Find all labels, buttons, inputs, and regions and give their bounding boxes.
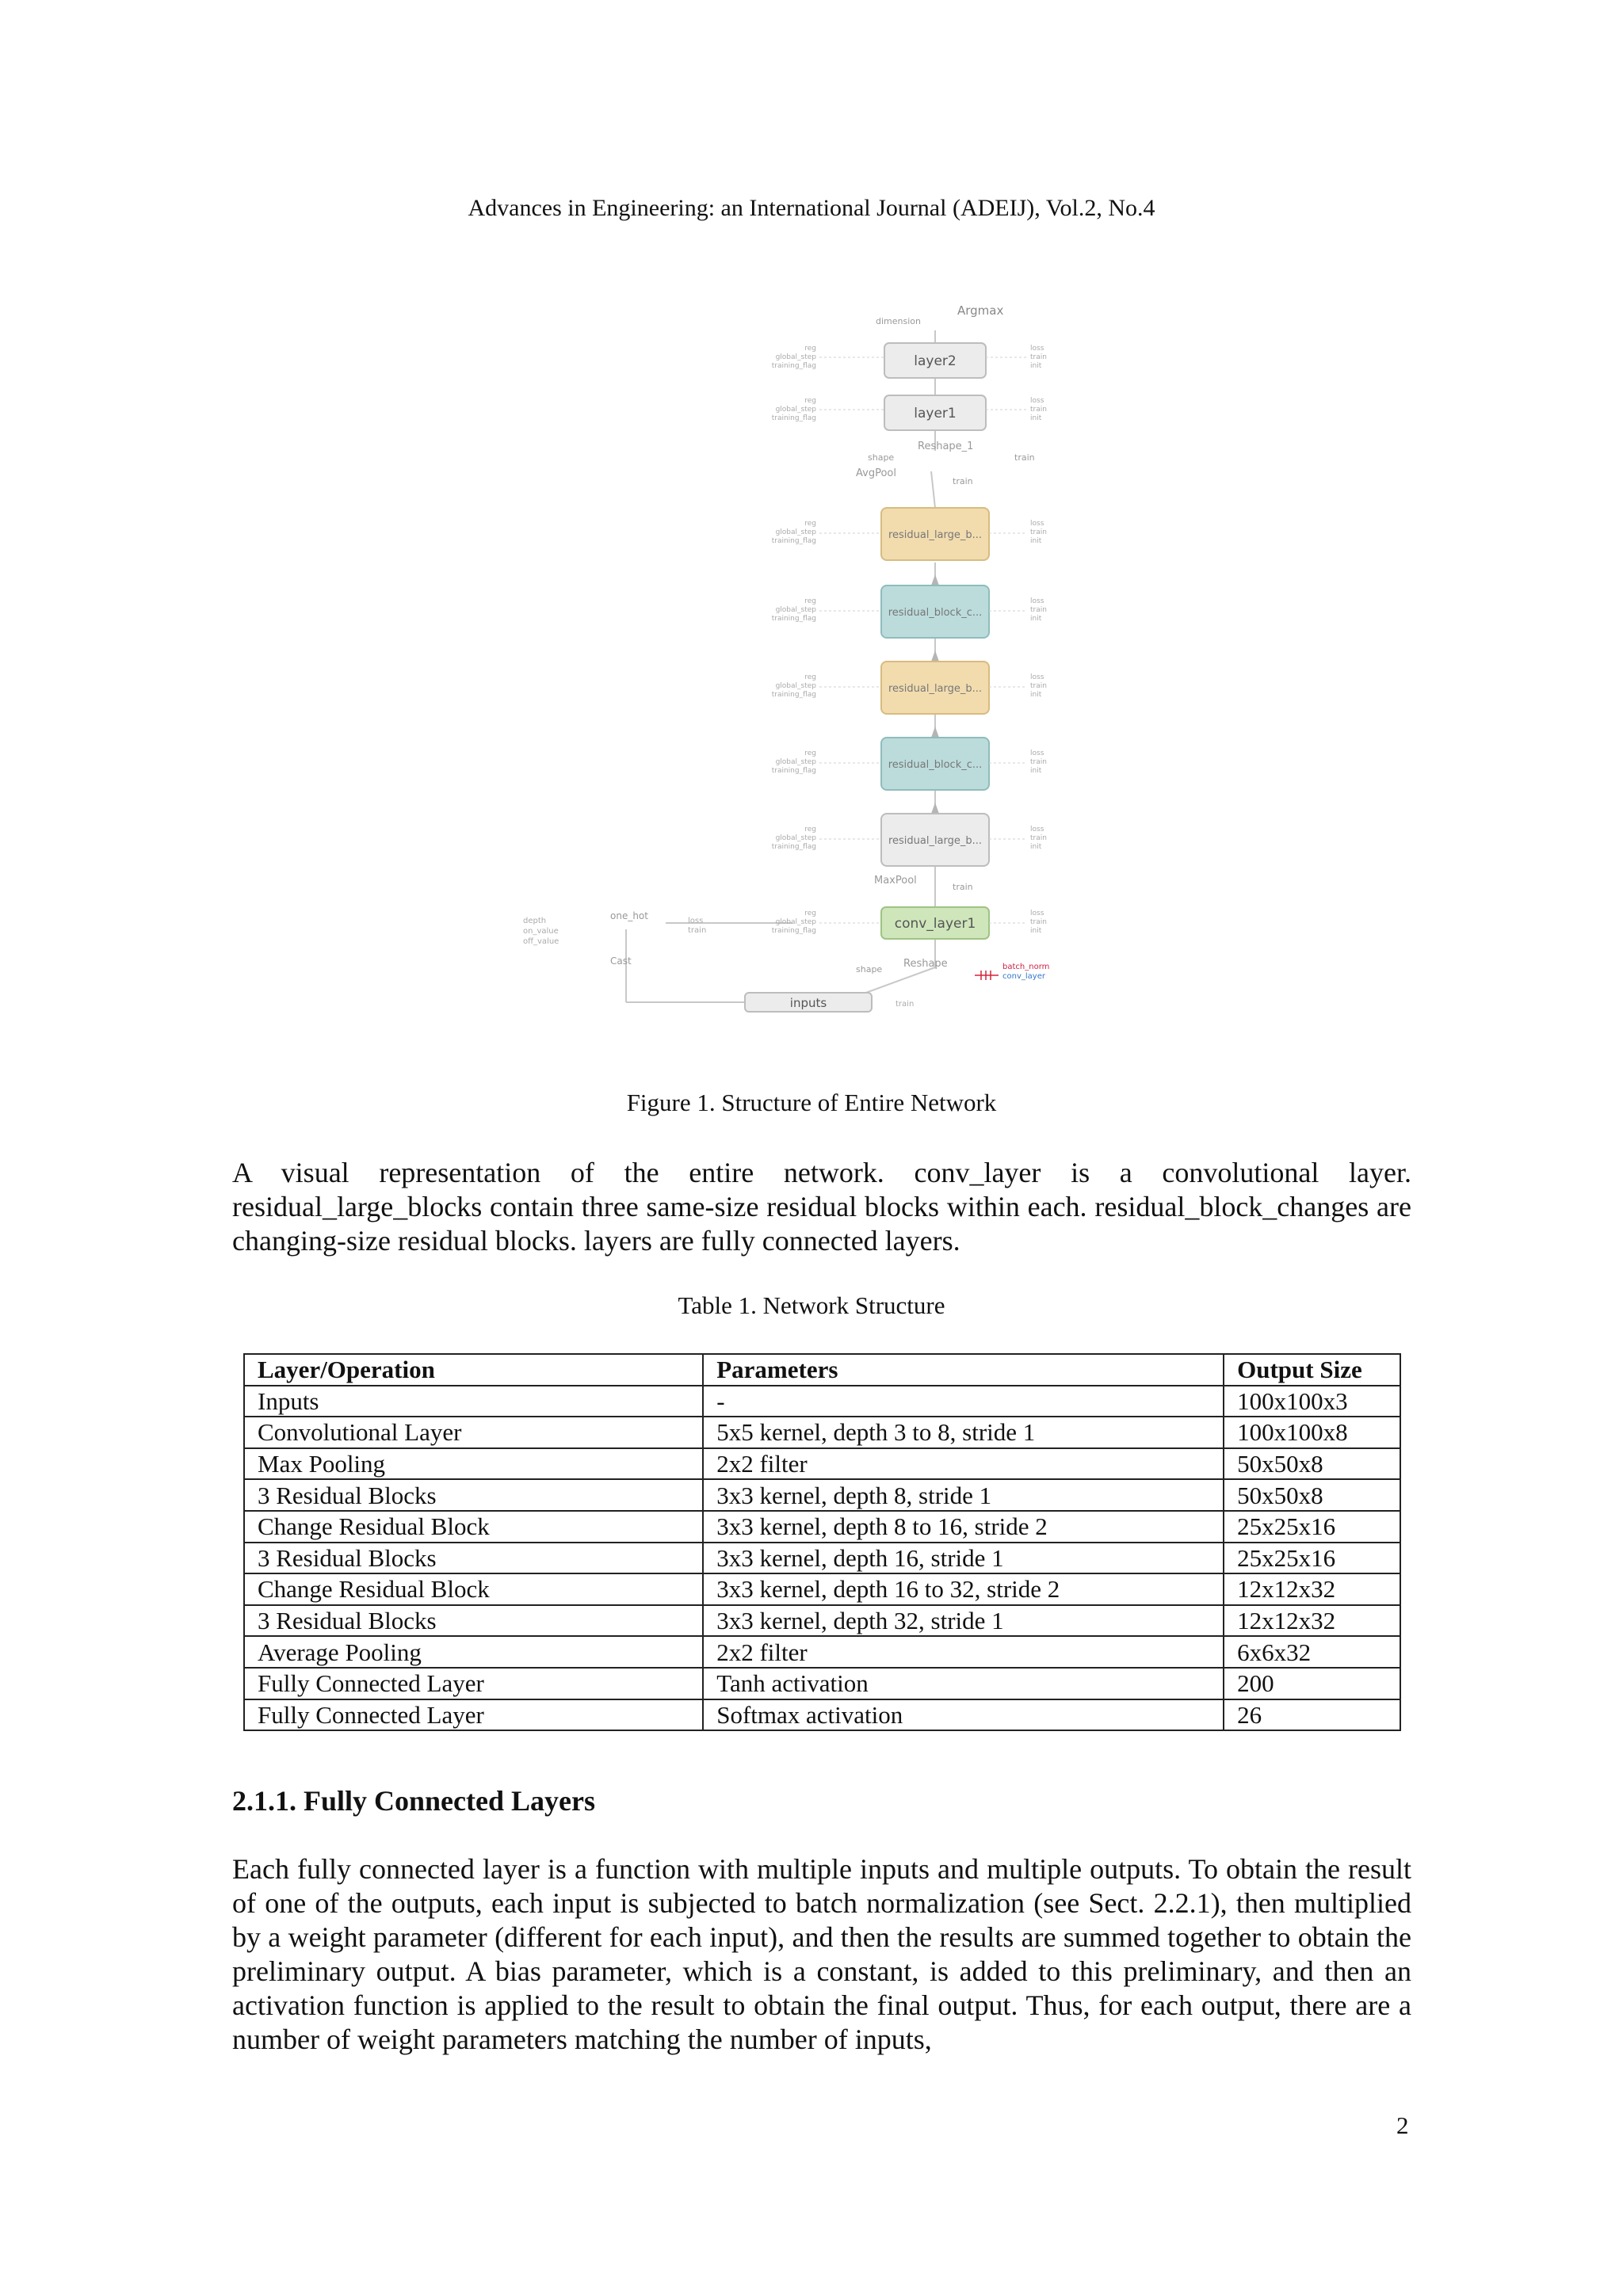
off-value-label: off_value [523, 937, 559, 946]
svg-text:global_step: global_step [775, 682, 816, 690]
table-cell: Fully Connected Layer [244, 1668, 703, 1699]
svg-text:train: train [1030, 918, 1047, 926]
table-cell: Max Pooling [244, 1448, 703, 1480]
reshape2-label: Reshape [903, 958, 948, 970]
table-header-row [244, 1354, 1400, 1386]
argmax-label: Argmax [957, 303, 1004, 318]
train-label-maxpool: train [953, 882, 973, 892]
svg-text:init: init [1030, 362, 1042, 370]
residual-large-block-3-text: residual_large_b... [888, 835, 983, 847]
train-label-avgpool: train [953, 476, 973, 486]
table-cell: 6x6x32 [1224, 1636, 1400, 1668]
one-hot-train: train [688, 926, 707, 935]
svg-text:loss: loss [1030, 397, 1044, 405]
svg-text:training_flag: training_flag [771, 843, 816, 851]
svg-text:init: init [1030, 615, 1042, 623]
table-cell: 3x3 kernel, depth 16, stride 1 [703, 1543, 1224, 1574]
figure-caption: Figure 1. Structure of Entire Network [626, 1089, 997, 1116]
table-cell: 50x50x8 [1224, 1479, 1400, 1511]
table-cell: 3 Residual Blocks [244, 1479, 703, 1511]
table-cell: 2x2 filter [703, 1448, 1224, 1480]
svg-text:reg: reg [804, 345, 816, 353]
cast-label: Cast [610, 955, 632, 967]
conv-layer-label: conv_layer [1002, 972, 1045, 981]
body-paragraph: Each fully connected layer is a function with multiple inputs and multiple outputs. To obtain the result of one of the outputs, each input is subjected to batch normalization (see Sect. 2.2.1), then multiplied by a weight parameter (different for each input), and then the results are summed together to obtain the preliminary output. A bias parameter, which is a constant, is added to this preliminary, and then an activation function is applied to the result to obtain the final output. Thus, for each output, there are a number of weight parameters matching the number of inputs, [232, 1853, 1411, 2055]
svg-text:training_flag: training_flag [771, 691, 816, 699]
conv-layer1-text: conv_layer1 [894, 916, 976, 932]
svg-text:train: train [1030, 606, 1047, 614]
svg-text:init: init [1030, 414, 1042, 422]
table-cell: 26 [1224, 1699, 1400, 1731]
svg-text:train: train [1030, 528, 1047, 536]
svg-text:global_step: global_step [775, 918, 816, 926]
table-cell: Convolutional Layer [244, 1417, 703, 1448]
table-cell: 5x5 kernel, depth 3 to 8, stride 1 [703, 1417, 1224, 1448]
svg-text:loss: loss [1030, 520, 1044, 528]
svg-text:training_flag: training_flag [771, 537, 816, 545]
svg-text:training_flag: training_flag [771, 615, 816, 623]
svg-text:reg: reg [804, 826, 816, 833]
one-hot-loss: loss [688, 917, 704, 925]
table-row [244, 1448, 1400, 1480]
column-header: Output Size [1224, 1354, 1400, 1386]
table-cell: 25x25x16 [1224, 1511, 1400, 1543]
svg-text:train: train [1030, 682, 1047, 690]
table-row [244, 1417, 1400, 1448]
layer1-text: layer1 [914, 406, 957, 421]
svg-text:reg: reg [804, 597, 816, 605]
svg-text:loss: loss [1030, 826, 1044, 833]
table-cell: 12x12x32 [1224, 1605, 1400, 1637]
dimension-label: dimension [876, 316, 921, 326]
table-row [244, 1511, 1400, 1543]
table-row [244, 1543, 1400, 1574]
svg-text:init: init [1030, 843, 1042, 851]
svg-text:reg: reg [804, 520, 816, 528]
table-cell: Change Residual Block [244, 1511, 703, 1543]
svg-text:loss: loss [1030, 910, 1044, 917]
layer2-text: layer2 [914, 353, 957, 369]
table-cell: 3x3 kernel, depth 8 to 16, stride 2 [703, 1511, 1224, 1543]
svg-text:training_flag: training_flag [771, 362, 816, 370]
svg-text:train: train [1030, 353, 1047, 361]
table-row [244, 1699, 1400, 1731]
svg-text:reg: reg [804, 397, 816, 405]
train-label-reshape: train [1014, 452, 1035, 463]
table-cell: 3x3 kernel, depth 8, stride 1 [703, 1479, 1224, 1511]
table-cell: 50x50x8 [1224, 1448, 1400, 1480]
batch-norm-marker [975, 971, 999, 980]
table-cell: 12x12x32 [1224, 1573, 1400, 1605]
svg-text:training_flag: training_flag [771, 927, 816, 935]
svg-text:loss: loss [1030, 597, 1044, 605]
table-row [244, 1573, 1400, 1605]
svg-text:train: train [1030, 834, 1047, 842]
inputs-train-label: train [896, 1000, 915, 1009]
table-row [244, 1668, 1400, 1699]
column-header: Parameters [703, 1354, 1224, 1386]
maxpool-label: MaxPool [874, 875, 917, 887]
residual-block-change-1-text: residual_block_c... [888, 607, 983, 619]
table-row [244, 1636, 1400, 1668]
table-row [244, 1386, 1400, 1417]
svg-text:reg: reg [804, 910, 816, 917]
depth-label: depth [523, 917, 547, 925]
svg-text:loss: loss [1030, 673, 1044, 681]
svg-text:global_step: global_step [775, 758, 816, 766]
table-cell: 100x100x8 [1224, 1417, 1400, 1448]
network-graph-figure [507, 297, 1109, 1026]
table-cell: 3x3 kernel, depth 16 to 32, stride 2 [703, 1573, 1224, 1605]
table-cell: 200 [1224, 1668, 1400, 1699]
on-value-label: on_value [523, 927, 559, 936]
one-hot-label: one_hot [610, 910, 648, 921]
table-cell: 3 Residual Blocks [244, 1543, 703, 1574]
svg-text:reg: reg [804, 673, 816, 681]
avgpool-label: AvgPool [856, 467, 896, 479]
svg-text:init: init [1030, 537, 1042, 545]
table-row [244, 1605, 1400, 1637]
table-cell: Inputs [244, 1386, 703, 1417]
table-cell: 2x2 filter [703, 1636, 1224, 1668]
reshape-label: Reshape_1 [918, 441, 974, 452]
svg-text:loss: loss [1030, 345, 1044, 353]
page-number: 2 [1396, 2111, 1409, 2139]
svg-text:training_flag: training_flag [771, 767, 816, 775]
table-cell: Tanh activation [703, 1668, 1224, 1699]
shape2-label: shape [856, 964, 883, 974]
svg-text:global_step: global_step [775, 606, 816, 614]
svg-text:reg: reg [804, 749, 816, 757]
running-header: Advances in Engineering: an International Journal (ADEIJ), Vol.2, No.4 [468, 195, 1155, 221]
table-cell: - [703, 1386, 1224, 1417]
table-cell: 100x100x3 [1224, 1386, 1400, 1417]
table-cell: Fully Connected Layer [244, 1699, 703, 1731]
table-row [244, 1479, 1400, 1511]
svg-text:init: init [1030, 767, 1042, 775]
figure-description-paragraph: A visual representation of the entire network. conv_layer is a convolutional layer. residual_large_blocks contain three same-size residual blocks within each. residual_block_changes are changing-size residual blocks. layers are fully connected layers. [232, 1157, 1411, 1257]
svg-text:global_step: global_step [775, 528, 816, 536]
residual-large-block-2-text: residual_large_b... [888, 683, 983, 695]
shape-label: shape [868, 452, 895, 463]
svg-text:train: train [1030, 758, 1047, 766]
svg-text:init: init [1030, 691, 1042, 699]
table-cell: 25x25x16 [1224, 1543, 1400, 1574]
svg-text:loss: loss [1030, 749, 1044, 757]
residual-large-block-1-text: residual_large_b... [888, 529, 983, 541]
svg-text:global_step: global_step [775, 406, 816, 414]
svg-text:global_step: global_step [775, 353, 816, 361]
svg-text:global_step: global_step [775, 834, 816, 842]
inputs-text: inputs [789, 996, 827, 1010]
column-header: Layer/Operation [244, 1354, 703, 1386]
residual-block-change-2-text: residual_block_c... [888, 759, 983, 771]
network-structure-table [243, 1353, 1401, 1731]
network-graph [507, 297, 1109, 1026]
table-cell: Average Pooling [244, 1636, 703, 1668]
table-cell: 3x3 kernel, depth 32, stride 1 [703, 1605, 1224, 1637]
table-cell: 3 Residual Blocks [244, 1605, 703, 1637]
table-cell: Softmax activation [703, 1699, 1224, 1731]
table-cell: Change Residual Block [244, 1573, 703, 1605]
section-heading: 2.1.1. Fully Connected Layers [232, 1785, 595, 1817]
svg-text:init: init [1030, 927, 1042, 935]
svg-text:training_flag: training_flag [771, 414, 816, 422]
svg-text:train: train [1030, 406, 1047, 414]
batch-norm-label: batch_norm [1002, 963, 1050, 971]
table-caption: Table 1. Network Structure [678, 1291, 945, 1319]
